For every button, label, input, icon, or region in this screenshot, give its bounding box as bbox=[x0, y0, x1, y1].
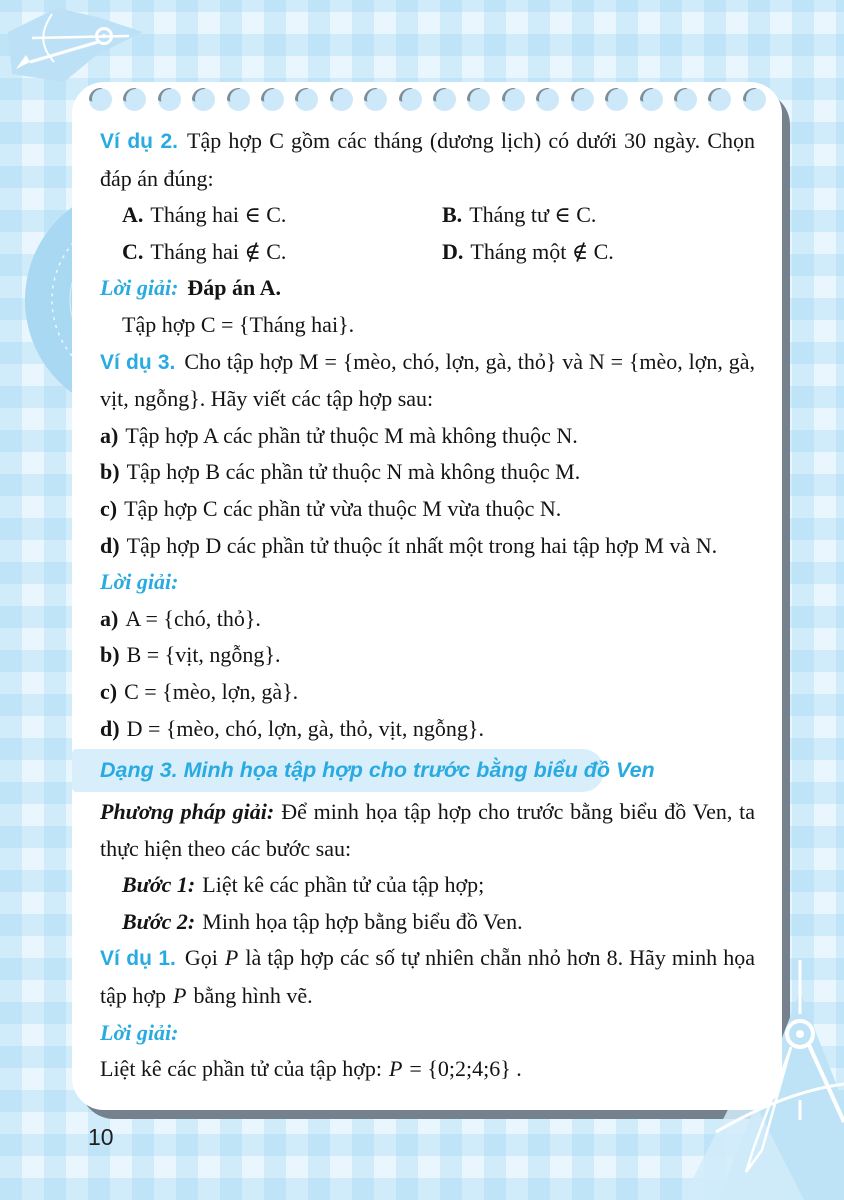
set-variable: P bbox=[173, 983, 187, 1009]
binder-holes bbox=[72, 82, 782, 111]
example-2-label: Ví dụ 2. bbox=[100, 130, 179, 153]
page-content bbox=[72, 111, 782, 1088]
option-a-label: A. bbox=[122, 202, 144, 228]
answer-c-label: c) bbox=[100, 678, 118, 704]
binder-hole-icon bbox=[158, 88, 181, 111]
example-1-solution-head bbox=[100, 1015, 755, 1052]
option-d-label: D. bbox=[442, 238, 464, 264]
binder-hole-icon bbox=[89, 88, 112, 111]
answer-b bbox=[100, 637, 755, 674]
set-variable: P bbox=[388, 1056, 403, 1082]
answer-d-text: D = {mèo, chó, lợn, gà, thỏ, vịt, ngỗng}. bbox=[126, 715, 484, 741]
example-3-solution-head bbox=[100, 564, 755, 601]
example-1-text: là tập hợp các số tự nhiên chẵn nhỏ hơn 8. Hãy minh họa tập hợp bbox=[100, 945, 755, 1009]
binder-hole-icon bbox=[123, 88, 146, 111]
example-1 bbox=[100, 940, 755, 1014]
binder-hole-icon bbox=[502, 88, 525, 111]
option-a bbox=[122, 197, 442, 234]
binder-hole-icon bbox=[674, 88, 697, 111]
question-c-text: Tập hợp C các phần tử vừa thuộc M vừa thuộc N. bbox=[124, 495, 562, 521]
option-b-label: B. bbox=[442, 202, 463, 228]
page-card bbox=[72, 82, 782, 1110]
option-c-label: C. bbox=[122, 238, 144, 264]
set-variable: P bbox=[224, 945, 239, 971]
binder-hole-icon bbox=[227, 88, 250, 111]
binder-hole-icon bbox=[640, 88, 663, 111]
step-2 bbox=[100, 904, 755, 941]
answer-a bbox=[100, 601, 755, 638]
binder-hole-icon bbox=[295, 88, 318, 111]
binder-hole-icon bbox=[330, 88, 353, 111]
solution-label: Lời giải: bbox=[100, 1019, 179, 1045]
answer-c-text: C = {mèo, lợn, gà}. bbox=[124, 678, 299, 704]
example-1-label: Ví dụ 1. bbox=[100, 947, 176, 971]
example-2-solution-head bbox=[100, 270, 755, 307]
question-b bbox=[100, 454, 755, 491]
example-3-text: Cho tập hợp M = {mèo, chó, lợn, gà, thỏ} và N = {mèo, lợn, gà, vịt, ngỗng}. Hãy viết các tập hợp sau: bbox=[100, 348, 755, 412]
question-b-text: Tập hợp B các phần tử thuộc N mà không thuộc M. bbox=[126, 459, 581, 485]
example-3-label: Ví dụ 3. bbox=[100, 350, 176, 374]
method-label: Phương pháp giải: bbox=[100, 799, 275, 825]
answer-b-label: b) bbox=[100, 642, 120, 668]
question-a-text: Tập hợp A các phần tử thuộc M mà không thuộc N. bbox=[125, 422, 578, 448]
binder-hole-icon bbox=[467, 88, 490, 111]
answer-a-label: a) bbox=[100, 605, 119, 631]
solution-label: Lời giải: bbox=[100, 275, 179, 301]
step-1-text: Liệt kê các phần tử của tập hợp; bbox=[202, 872, 485, 898]
answer-d bbox=[100, 711, 755, 748]
answer-a-text: A = {chó, thỏ}. bbox=[125, 605, 261, 631]
binder-hole-icon bbox=[192, 88, 215, 111]
step-1-label: Bước 1: bbox=[122, 872, 196, 898]
option-b bbox=[442, 197, 755, 234]
option-a-text: Tháng hai ∈ C. bbox=[150, 202, 287, 228]
option-c-text: Tháng hai ∉ C. bbox=[150, 238, 287, 264]
question-c bbox=[100, 491, 755, 528]
example-1-solution-line bbox=[100, 1051, 755, 1088]
step-2-label: Bước 2: bbox=[122, 908, 196, 934]
binder-hole-icon bbox=[433, 88, 456, 111]
question-a bbox=[100, 418, 755, 455]
section-heading: Dạng 3. Minh họa tập hợp cho trước bằng biểu đồ Ven bbox=[72, 749, 604, 792]
example-2-answer: Đáp án A. bbox=[187, 275, 281, 301]
method-text: Để minh họa tập hợp cho trước bằng biểu đồ Ven, ta thực hiện theo các bước sau: bbox=[100, 799, 756, 861]
example-2-text: Tập hợp C gồm các tháng (dương lịch) có dưới 30 ngày. Chọn đáp án đúng: bbox=[100, 128, 756, 191]
page-number: 10 bbox=[88, 1124, 114, 1150]
step-1 bbox=[100, 867, 755, 904]
question-d bbox=[100, 528, 755, 565]
option-d-text: Tháng một ∉ C. bbox=[470, 238, 614, 264]
solution-text: Liệt kê các phần tử của tập hợp: bbox=[100, 1056, 382, 1082]
option-d bbox=[442, 234, 755, 271]
solution-label: Lời giải: bbox=[100, 569, 179, 595]
binder-hole-icon bbox=[605, 88, 628, 111]
binder-hole-icon bbox=[364, 88, 387, 111]
method bbox=[100, 794, 755, 867]
question-d-text: Tập hợp D các phần tử thuộc ít nhất một trong hai tập hợp M và N. bbox=[126, 532, 718, 558]
question-b-label: b) bbox=[100, 459, 120, 485]
question-d-label: d) bbox=[100, 532, 120, 558]
binder-hole-icon bbox=[399, 88, 422, 111]
example-1-text: bằng hình vẽ. bbox=[193, 983, 313, 1009]
answer-d-label: d) bbox=[100, 715, 120, 741]
example-2 bbox=[100, 123, 755, 197]
question-a-label: a) bbox=[100, 422, 119, 448]
option-c bbox=[122, 234, 442, 271]
solution-formula: = {0;2;4;6} . bbox=[409, 1056, 522, 1082]
option-b-text: Tháng tư ∈ C. bbox=[469, 202, 597, 228]
example-1-text: Gọi bbox=[184, 945, 218, 971]
binder-hole-icon bbox=[743, 88, 766, 111]
step-2-text: Minh họa tập hợp bằng biểu đồ Ven. bbox=[202, 908, 523, 934]
question-c-label: c) bbox=[100, 495, 118, 521]
example-3 bbox=[100, 344, 755, 418]
binder-hole-icon bbox=[571, 88, 594, 111]
example-2-options bbox=[100, 197, 755, 270]
example-2-solution-line: Tập hợp C = {Tháng hai}. bbox=[122, 311, 355, 337]
answer-b-text: B = {vịt, ngỗng}. bbox=[126, 642, 281, 668]
binder-hole-icon bbox=[261, 88, 284, 111]
binder-hole-icon bbox=[536, 88, 559, 111]
binder-hole-icon bbox=[708, 88, 731, 111]
answer-c bbox=[100, 674, 755, 711]
